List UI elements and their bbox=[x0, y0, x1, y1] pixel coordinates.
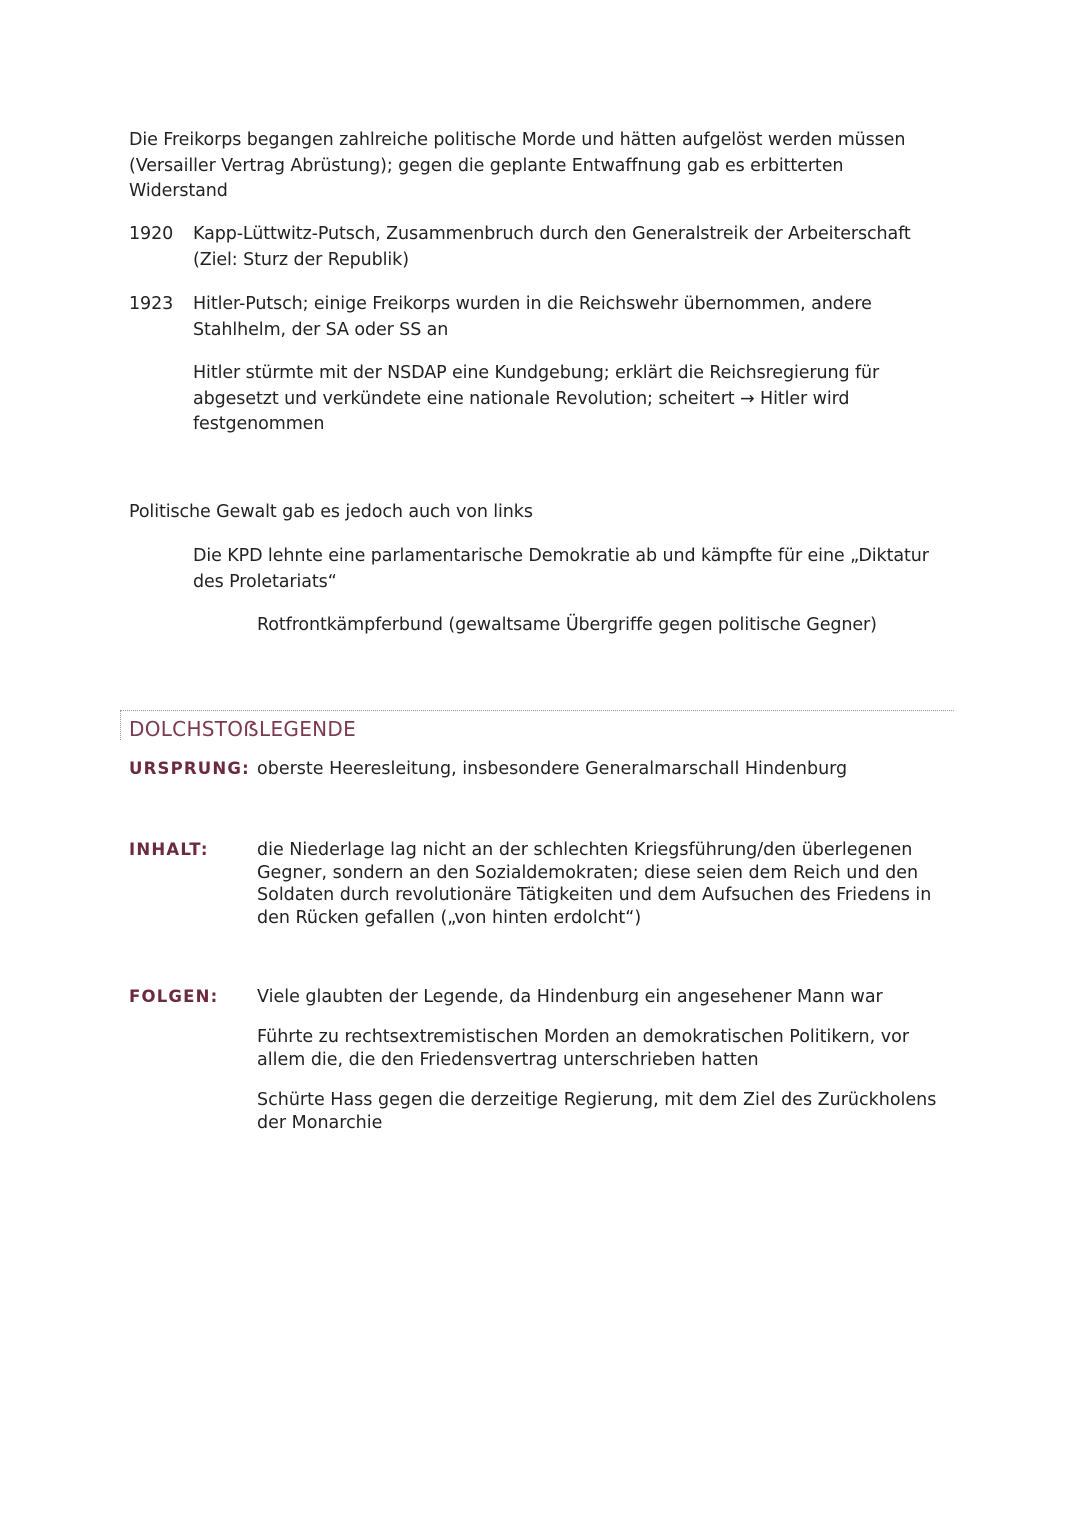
hitler-putsch-detail: Hitler stürmte mit der NSDAP eine Kundgebung; erklärt die Reichsregierung für abgesetzt und verkündete eine nationale Revolution; scheitert → Hitler wird festgenommen bbox=[193, 363, 880, 434]
folgen-item: Schürte Hass gegen die derzeitige Regierung, mit dem Ziel des Zurückholens der Monarchie bbox=[257, 1090, 937, 1133]
timeline-year-1920: 1920 bbox=[129, 224, 174, 244]
inhalt-value: die Niederlage lag nicht an der schlechten Kriegsführung/den überlegenen Gegner, sondern an den Sozialdemokraten; diese seien dem Reich und den Soldaten durch revolutionäre Tätigkeiten und dem Aufsuchen des Friedens in den Rücken gefallen („von hinten erdolcht“) bbox=[257, 840, 932, 928]
folgen-item: Viele glaubten der Legende, da Hindenburg ein angesehener Mann war bbox=[257, 987, 883, 1007]
freikorps-intro-paragraph: Die Freikorps begangen zahlreiche politische Morde und hätten aufgelöst werden müssen (Versailler Vertrag Abrüstung); gegen die geplante Entwaffnung gab es erbitterten Widerstand bbox=[129, 130, 906, 201]
section-heading-marker bbox=[120, 710, 121, 740]
section-divider bbox=[120, 710, 954, 711]
timeline-event-hitler-putsch: Hitler-Putsch; einige Freikorps wurden in die Reichswehr übernommen, andere Stahlhelm, der SA oder SS an bbox=[193, 294, 872, 340]
rotfront-paragraph: Rotfrontkämpferbund (gewaltsame Übergriffe gegen politische Gegner) bbox=[257, 615, 877, 635]
folgen-item: Führte zu rechtsextremistischen Morden an demokratischen Politikern, vor allem die, die den Friedensvertrag unterschrieben hatten bbox=[257, 1027, 910, 1070]
ursprung-label: URSPRUNG: bbox=[129, 759, 250, 778]
kpd-paragraph: Die KPD lehnte eine parlamentarische Demokratie ab und kämpfte für eine „Diktatur des Proletariats“ bbox=[193, 546, 929, 592]
folgen-label: FOLGEN: bbox=[129, 987, 219, 1006]
left-violence-intro: Politische Gewalt gab es jedoch auch von links bbox=[129, 502, 533, 522]
ursprung-value: oberste Heeresleitung, insbesondere Generalmarschall Hindenburg bbox=[257, 759, 848, 779]
timeline-event-kapp-putsch: Kapp-Lüttwitz-Putsch, Zusammenbruch durch den Generalstreik der Arbeiterschaft (Ziel: Sturz der Republik) bbox=[193, 224, 911, 270]
section-heading-dolchstosslegende: DOLCHSTOẞLEGENDE bbox=[129, 717, 357, 741]
inhalt-label: INHALT: bbox=[129, 840, 209, 859]
timeline-year-1923: 1923 bbox=[129, 294, 174, 314]
